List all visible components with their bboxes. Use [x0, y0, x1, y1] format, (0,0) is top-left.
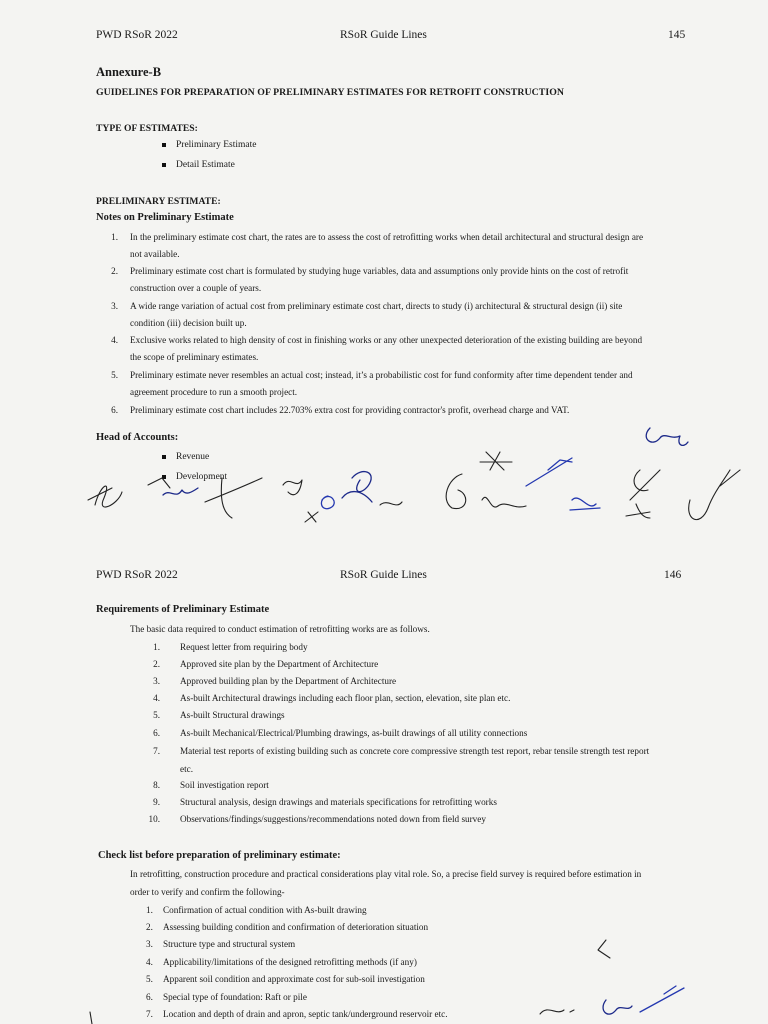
- checklist-item: Special type of foundation: Raft or pile: [163, 992, 307, 1002]
- signature-15: [646, 428, 688, 445]
- signature-14: [570, 498, 600, 510]
- requirement-number-text: 7.: [153, 746, 160, 756]
- checklist-number: 1.: [146, 905, 153, 915]
- requirement-text: Observations/findings/suggestions/recommendations noted down from field survey: [180, 814, 486, 824]
- checklist-item: Confirmation of actual condition with As-built drawing: [163, 905, 367, 915]
- checklist-number: 2.: [146, 922, 153, 932]
- requirements-intro: The basic data required to conduct estimation of retrofitting works are as follows.: [130, 624, 430, 634]
- signature-20: [603, 1000, 632, 1014]
- checklist-heading: Check list before preparation of preliminary estimate:: [98, 850, 341, 861]
- type-item-label: Preliminary Estimate: [176, 140, 257, 150]
- signature-5: [283, 480, 302, 495]
- type-of-estimates-heading: TYPE OF ESTIMATES:: [96, 123, 198, 134]
- requirement-text: Soil investigation report: [180, 780, 269, 790]
- signature-19: [540, 1010, 574, 1014]
- signature-3: [163, 488, 198, 495]
- requirement-number-text: 6.: [153, 728, 160, 738]
- page2-header-center: RSoR Guide Lines: [340, 569, 427, 581]
- requirement-number-text: 3.: [153, 676, 160, 686]
- requirement-number-text: 4.: [153, 693, 160, 703]
- signature-9: [380, 502, 402, 505]
- requirement-text: Approved site plan by the Department of Architecture: [180, 659, 379, 669]
- checklist-item: Location and depth of drain and apron, septic tank/underground reservoir etc.: [163, 1009, 448, 1019]
- note-text-cont: the scope of preliminary estimates.: [130, 352, 259, 362]
- note-text: In the preliminary estimate cost chart, the rates are to assess the cost of retrofitting works when detail architectural and structural design are: [130, 232, 644, 242]
- annexure-label: Annexure-B: [96, 65, 162, 79]
- page1-header-center: RSoR Guide Lines: [340, 29, 427, 41]
- requirement-text: As-built Structural drawings: [180, 710, 285, 720]
- mark-1: [598, 940, 610, 958]
- requirement-text: Request letter from requiring body: [180, 642, 308, 652]
- checklist-number: 7.: [146, 1009, 153, 1019]
- note-number: 2.: [111, 266, 118, 276]
- requirement-number-text: 9.: [153, 797, 160, 807]
- signature-11: [480, 452, 512, 470]
- note-text: Preliminary estimate cost chart is formulated by studying huge variables, data and assumptions only provide hints on the cost of retrofit: [130, 266, 629, 276]
- note-text-cont: agreement procedure to run a smooth project.: [130, 387, 298, 397]
- checklist-intro: In retrofitting, construction procedure and practical considerations play vital role. So, a precise field survey is required before estimation in: [130, 869, 642, 879]
- requirement-text: Structural analysis, design drawings and materials specifications for retrofitting works: [180, 797, 497, 807]
- signature-16: [630, 470, 660, 500]
- note-text-cont: not available.: [130, 249, 180, 259]
- note-number: 6.: [111, 405, 118, 415]
- page2-header-left: PWD RSoR 2022: [96, 569, 178, 581]
- mark-2: [90, 1012, 92, 1024]
- requirement-text: As-built Architectural drawings including each floor plan, section, elevation, site plan etc.: [180, 693, 511, 703]
- signature-10: [446, 474, 466, 509]
- note-text: Preliminary estimate cost chart includes 22.703% extra cost for providing contractor's profit, overhead charge and VAT.: [130, 405, 570, 415]
- page2-header-right: 146: [664, 569, 682, 581]
- signature-12: [482, 497, 526, 507]
- checklist-item: Apparent soil condition and approximate cost for sub-soil investigation: [163, 974, 425, 984]
- account-item-label: Development: [176, 472, 228, 482]
- requirement-number-text: 1.: [153, 642, 160, 652]
- note-number: 4.: [111, 335, 118, 345]
- signature-1-stroke: [88, 488, 112, 500]
- requirement-text-cont: etc.: [180, 764, 194, 774]
- checklist-number: 3.: [146, 939, 153, 949]
- requirement-number-text: 2.: [153, 659, 160, 669]
- signature-6: [321, 496, 334, 509]
- note-number: 5.: [111, 370, 118, 380]
- account-item-label: Revenue: [176, 452, 210, 462]
- requirement-text: Material test reports of existing building such as concrete core compressive strength test report, rebar tensile strength test report: [180, 746, 650, 756]
- requirement-number-text: 10.: [148, 814, 160, 824]
- signature-13: [526, 458, 572, 486]
- note-number: 3.: [111, 301, 118, 311]
- signature-4: [205, 478, 262, 518]
- checklist-item: Applicability/limitations of the designed retrofitting methods (if any): [163, 957, 417, 967]
- checklist-item: Assessing building condition and confirmation of deterioration situation: [163, 922, 429, 932]
- note-number: 1.: [111, 232, 118, 242]
- checklist-number: 4.: [146, 957, 153, 967]
- note-text: Preliminary estimate never resembles an actual cost; instead, it’s a probabilistic cost for fund conformity after time dependent tender and: [130, 370, 633, 380]
- note-text: A wide range variation of actual cost from preliminary estimate cost chart, directs to study (i) architectural & structural design (ii) site: [130, 301, 623, 311]
- checklist-number: 5.: [146, 974, 153, 984]
- note-text-cont: condition (iii) decision built up.: [130, 318, 247, 328]
- signature-17: [626, 504, 650, 518]
- note-text-cont: construction over a couple of years.: [130, 283, 262, 293]
- signature-18: [689, 470, 740, 520]
- requirements-heading: Requirements of Preliminary Estimate: [96, 604, 270, 615]
- signature-7: [305, 512, 318, 522]
- requirement-number-text: 5.: [153, 710, 160, 720]
- checklist-intro-cont: order to verify and confirm the following-: [130, 887, 285, 897]
- signature-2: [148, 478, 170, 488]
- checklist-number: 6.: [146, 992, 153, 1002]
- note-text: Exclusive works related to high density of cost in finishing works or any other unexpected deterioration of the existing building are beyond: [130, 335, 643, 345]
- requirement-text: As-built Mechanical/Electrical/Plumbing drawings, as-built drawings of all utility connections: [180, 728, 528, 738]
- requirement-number-text: 8.: [153, 780, 160, 790]
- requirement-text: Approved building plan by the Department of Architecture: [180, 676, 397, 686]
- page1-header-right: 145: [668, 29, 686, 41]
- checklist-item: Structure type and structural system: [163, 939, 296, 949]
- notes-heading: Notes on Preliminary Estimate: [96, 212, 234, 223]
- head-of-accounts-heading: Head of Accounts:: [96, 432, 179, 443]
- page1-header-left: PWD RSoR 2022: [96, 29, 178, 41]
- signature-21: [640, 986, 684, 1012]
- preliminary-estimate-heading: PRELIMINARY ESTIMATE:: [96, 196, 221, 207]
- signature-8: [342, 472, 372, 502]
- type-item-label: Detail Estimate: [176, 160, 235, 170]
- document-title: GUIDELINES FOR PREPARATION OF PRELIMINARY ESTIMATES FOR RETROFIT CONSTRUCTION: [96, 87, 565, 98]
